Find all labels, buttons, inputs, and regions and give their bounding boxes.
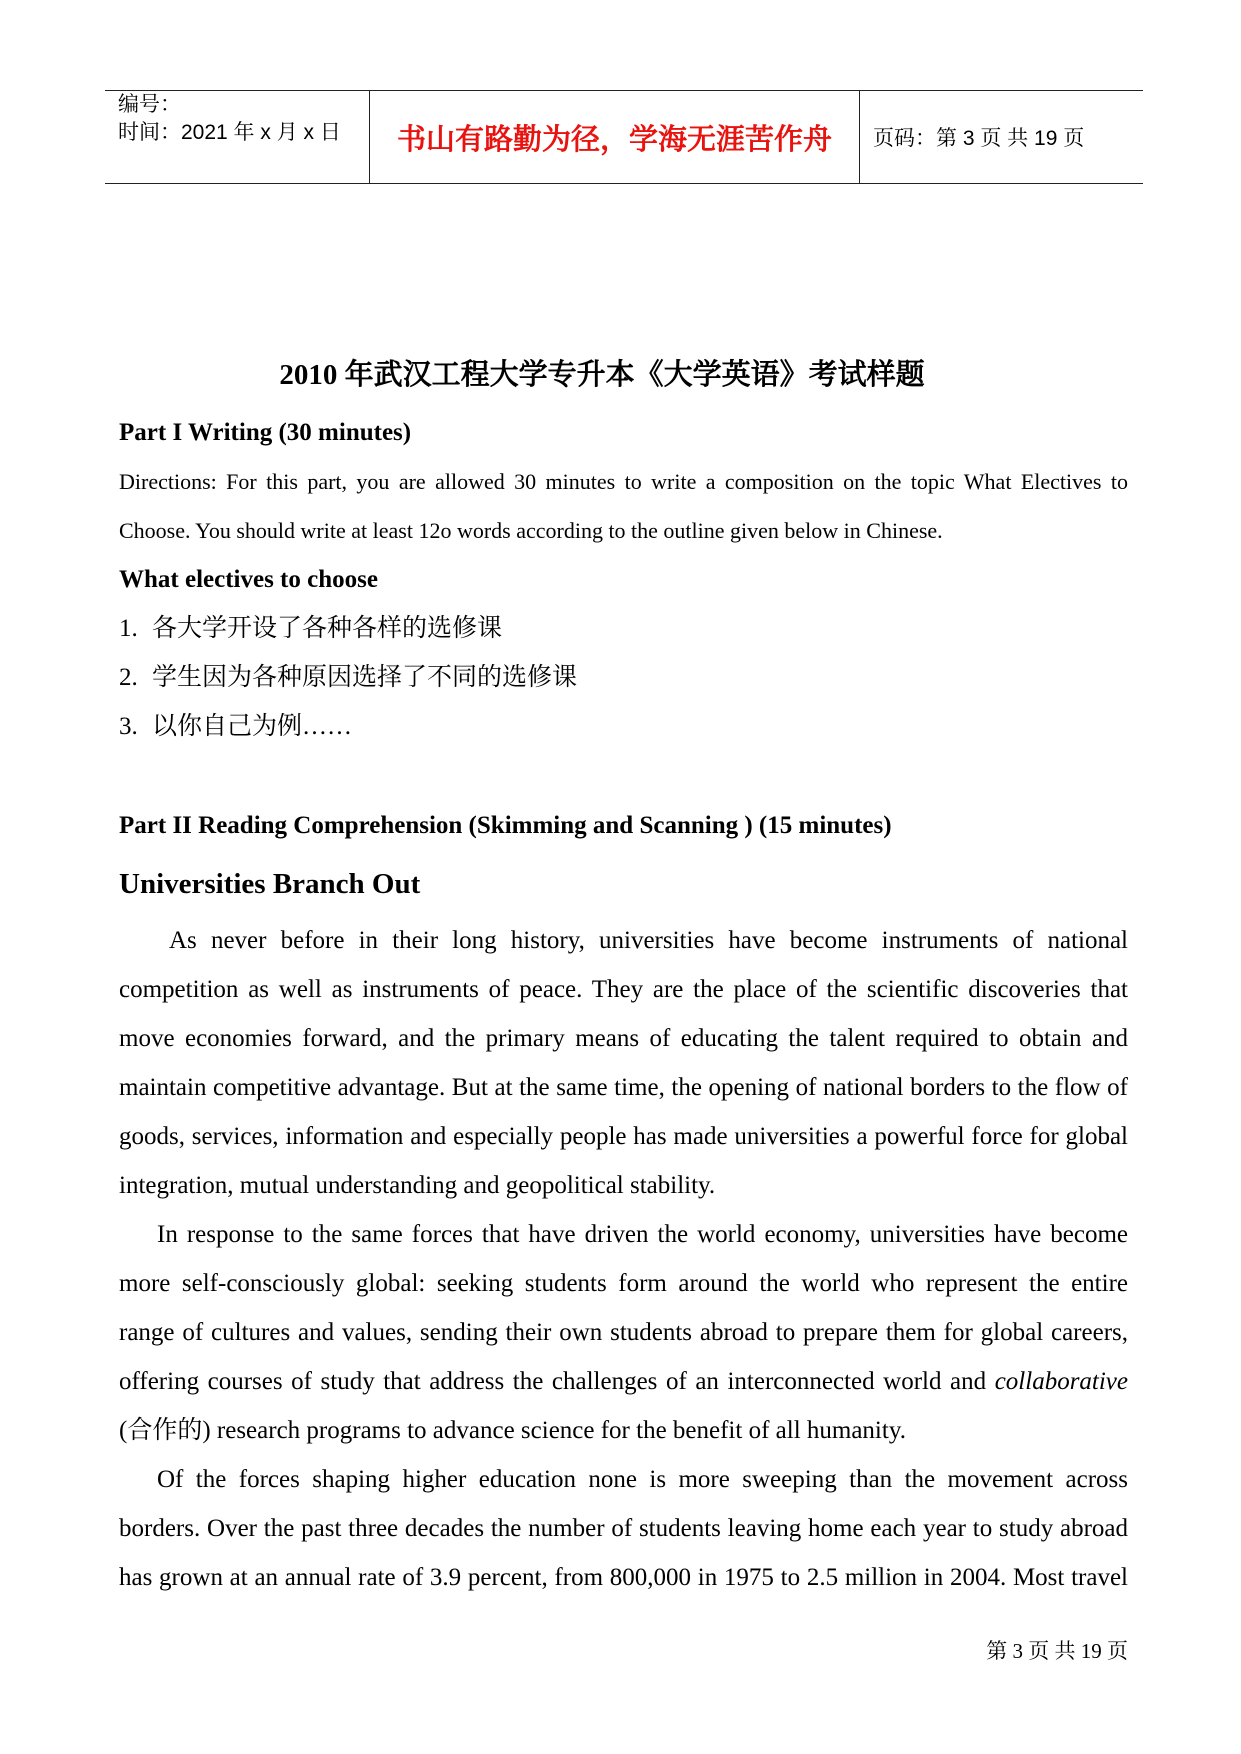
passage-line: integration, mutual understanding and geopolitical stability.: [119, 1172, 716, 1199]
passage-line: In response to the same forces that have driven the world economy, universities have become: [157, 1221, 1128, 1248]
part-2-reading: [119, 801, 1128, 850]
passage-line: more self-consciously global: seeking students form around the world who represent the entire: [119, 1270, 1128, 1297]
passage-line: [119, 1357, 1128, 1406]
passage-title: Universities Branch Out: [119, 868, 421, 900]
passage-line: maintain competitive advantage. But at the same time, the opening of national borders to the flow of: [119, 1074, 1128, 1101]
outline-item-number: 2.: [119, 664, 138, 691]
exam-title: 2010 年武汉工程大学专升本《大学英语》考试样题: [279, 359, 925, 391]
passage-line: borders. Over the past three decades the number of students leaving home each year to study abroad: [119, 1515, 1128, 1542]
passage-line: move economies forward, and the primary means of educating the talent required to obtain and: [119, 1025, 1128, 1052]
passage-line: goods, services, information and especially people has made universities a powerful force for global: [119, 1123, 1128, 1150]
outline-item-text: 各大学开设了各种各样的选修课: [152, 615, 503, 642]
motto-text: 书山有路勤为径，学海无涯苦作舟: [396, 123, 832, 156]
passage-line: competition as well as instruments of peace. They are the place of the scientific discoveries that: [119, 976, 1128, 1003]
header-page-number: 页码：第 3 页 共 19 页: [873, 127, 1085, 150]
outline-item: [119, 702, 1128, 751]
outline-item-text: 以你自己为例……: [152, 713, 353, 740]
passage-line: range of cultures and values, sending their own students abroad to prepare them for global careers,: [119, 1319, 1128, 1346]
passage-line: As never before in their long history, universities have become instruments of national: [169, 927, 1128, 954]
page-header-table: [105, 90, 1143, 184]
page-footer: [986, 1627, 1128, 1676]
outline-item-number: 1.: [119, 615, 138, 642]
part-1-heading: Part I Writing (30 minutes): [119, 419, 412, 446]
outline-title: What electives to choose: [119, 566, 378, 593]
passage-line-text: offering courses of study that address the challenges of an interconnected world and: [119, 1368, 987, 1395]
passage-body: [119, 916, 1128, 1602]
part-1-writing: [119, 408, 1128, 751]
passage-line: Of the forces shaping higher education none is more sweeping than the movement across: [157, 1466, 1128, 1493]
date-label: 时间：2021 年 x 月 x 日: [118, 121, 341, 144]
directions-line: Choose. You should write at least 12o words according to the outline given below in Chinese.: [119, 518, 943, 543]
header-motto-cell: [369, 91, 860, 183]
footer-page-number: 第 3 页 共 19 页: [986, 1639, 1128, 1663]
passage-line: (合作的) research programs to advance science for the benefit of all humanity.: [119, 1417, 906, 1444]
passage-line: has grown at an annual rate of 3.9 percent, from 800,000 in 1975 to 2.5 million in 2004. Most travel: [119, 1564, 1128, 1591]
header-info-cell: [105, 91, 369, 183]
header-page-cell: [860, 91, 1143, 183]
passage-title-block: [119, 860, 1128, 909]
part-2-heading: Part II Reading Comprehension (Skimming and Scanning ) (15 minutes): [119, 812, 892, 839]
outline-item-number: 3.: [119, 713, 138, 740]
outline-item-text: 学生因为各种原因选择了不同的选修课: [152, 664, 578, 691]
outline-item: [119, 653, 1128, 702]
directions-line: Directions: For this part, you are allowed 30 minutes to write a composition on the topic What Electives to: [119, 469, 1128, 494]
serial-number-label: 编号：: [118, 93, 181, 116]
outline-item: [119, 604, 1128, 653]
italic-term: collaborative: [994, 1368, 1129, 1395]
